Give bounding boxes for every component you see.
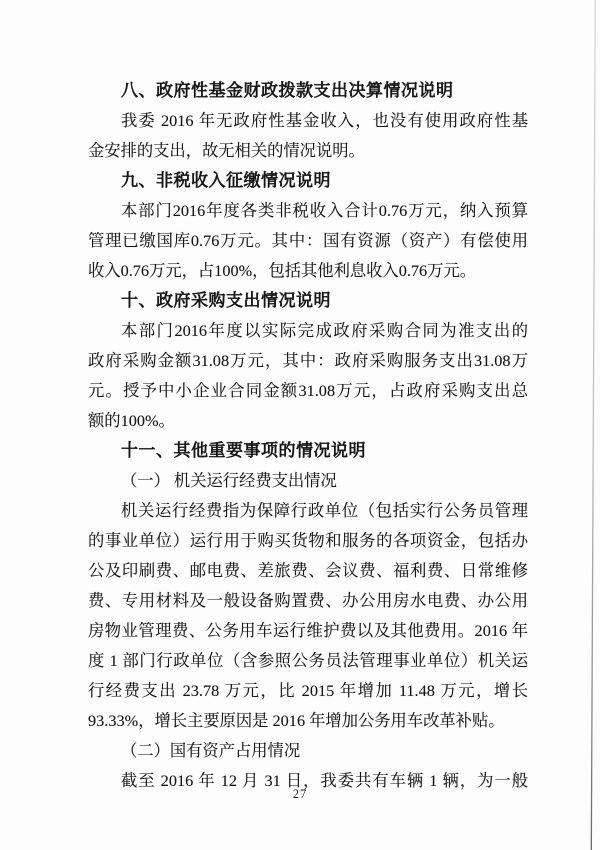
- paragraph-line: 公及印刷费、邮电费、差旅费、会议费、福利费、日常维修: [88, 561, 528, 580]
- paragraph-line: 的事业单位）运行用于购买货物和服务的各项资金，包括办: [88, 531, 528, 550]
- document-body: [88, 76, 528, 796]
- paragraph-line: 我委 2016 年无政府性基金收入，也没有使用政府性基: [121, 111, 528, 130]
- paragraph-line: 元。授予中小企业合同金额31.08万元，占政府采购支出总: [88, 381, 528, 400]
- paragraph-line: 管理已缴国库0.76万元。其中：国有资源（资产）有偿使用: [88, 231, 528, 250]
- page-number: 27: [292, 787, 308, 801]
- paragraph-line: 机关运行经费指为保障行政单位（包括实行公务员管理: [121, 501, 528, 520]
- paragraph-line: 行经费支出 23.78 万元，比 2015 年增加 11.48 万元，增长: [88, 681, 528, 700]
- paragraph-line: 93.33%，增长主要原因是 2016 年增加公务用车改革补贴。: [88, 711, 505, 730]
- section-heading-10: 十、政府采购支出情况说明: [121, 291, 331, 310]
- paragraph-line: 金安排的支出，故无相关的情况说明。: [88, 141, 365, 160]
- subsection-heading-1: （一） 机关运行经费支出情况: [121, 471, 337, 490]
- paragraph-line: 房物业管理费、公务用车运行维护费以及其他费用。2016 年: [88, 621, 528, 640]
- paragraph-line: 度 1 部门行政单位（含参照公务员法管理事业单位）机关运: [88, 651, 528, 670]
- paragraph-line: 收入0.76万元，占100%，包括其他利息收入0.76万元。: [88, 261, 477, 280]
- paragraph-line: 额的100%。: [88, 411, 175, 430]
- paragraph-line: 截至 2016 年 12 月 31 日，我委共有车辆 1 辆，为一般: [121, 771, 528, 790]
- paragraph-line: 本部门2016年度以实际完成政府采购合同为准支出的: [121, 321, 528, 340]
- paragraph-line: 政府采购金额31.08万元，其中：政府采购服务支出31.08万: [88, 351, 528, 370]
- paragraph-line: 费、专用材料及一般设备购置费、办公用房水电费、办公用: [88, 591, 528, 610]
- section-heading-8: 八、政府性基金财政拨款支出决算情况说明: [121, 81, 454, 100]
- section-heading-11: 十一、其他重要事项的情况说明: [121, 441, 366, 460]
- paragraph-line: 本部门2016年度各类非税收入合计0.76万元，纳入预算: [121, 201, 528, 220]
- subsection-heading-2: （二）国有资产占用情况: [121, 741, 301, 760]
- section-heading-9: 九、非税收入征缴情况说明: [121, 171, 331, 190]
